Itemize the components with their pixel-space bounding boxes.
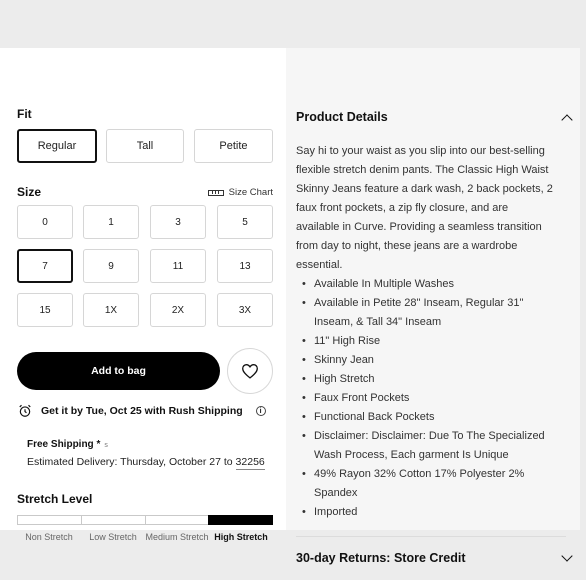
description-line: faux front pockets, a zip fly closure, and are <box>296 202 509 214</box>
size-option-0[interactable]: 0 <box>17 205 73 239</box>
description-line: essential. <box>296 259 343 271</box>
fit-option-tall[interactable]: Tall <box>106 129 184 163</box>
size-option-7[interactable]: 7 <box>17 249 73 283</box>
list-item-text: • Skinny Jean <box>314 354 374 366</box>
list-item-text: • Available In Multiple Washes <box>314 278 455 290</box>
fit-label: Fit <box>17 107 32 121</box>
size-option-1[interactable]: 1 <box>83 205 139 239</box>
size-option-15[interactable]: 15 <box>17 293 73 327</box>
description-line: Skinny Jeans feature a dark wash, 2 back pockets, 2 <box>296 183 553 195</box>
product-details-content <box>296 142 586 522</box>
size-chart-link[interactable] <box>208 187 273 198</box>
list-item <box>296 351 586 370</box>
zip-code-link[interactable]: 32256 <box>235 456 265 468</box>
size-option-3x[interactable]: 3X <box>217 293 273 327</box>
list-item-text: Spandex <box>314 487 358 499</box>
list-item-text: • High Stretch <box>314 373 375 385</box>
product-description <box>296 142 586 275</box>
list-item-text: Inseam, & Tall 34" Inseam <box>314 316 442 328</box>
rush-shipping-row <box>18 404 266 418</box>
stretch-level-non: Non Stretch <box>25 532 73 542</box>
heart-icon <box>241 363 259 379</box>
stretch-segment-medium <box>145 515 209 525</box>
stretch-level-meter <box>17 515 273 525</box>
list-item-text: • Imported <box>314 506 358 518</box>
list-item-text: • Available in Petite 28" Inseam, Regular 31" <box>314 297 524 309</box>
size-option-3[interactable]: 3 <box>150 205 206 239</box>
size-option-13[interactable]: 13 <box>217 249 273 283</box>
purchase-panel <box>0 48 282 542</box>
stretch-segment-high <box>208 515 273 525</box>
details-panel <box>286 48 580 565</box>
list-item <box>296 427 586 465</box>
wishlist-button[interactable] <box>227 348 273 394</box>
size-option-5[interactable]: 5 <box>217 205 273 239</box>
size-option-11[interactable]: 11 <box>150 249 206 283</box>
fit-option-petite[interactable]: Petite <box>194 129 273 163</box>
estimated-delivery <box>27 456 265 468</box>
stretch-level-low: Low Stretch <box>89 532 137 542</box>
description-line: available in Curve. Providing a seamless transition <box>296 221 542 233</box>
list-item <box>296 370 586 389</box>
list-item <box>296 408 586 427</box>
list-item <box>296 389 586 408</box>
list-item <box>296 503 586 522</box>
list-item-text: • 49% Rayon 32% Cotton 17% Polyester 2% <box>314 468 525 480</box>
estimated-delivery-text: Estimated Delivery: Thursday, October 27 to <box>27 456 233 468</box>
stretch-level-medium: Medium Stretch <box>145 532 209 542</box>
chevron-up-icon[interactable] <box>561 114 572 125</box>
size-option-2x[interactable]: 2X <box>150 293 206 327</box>
size-option-9[interactable]: 9 <box>83 249 139 283</box>
product-page <box>0 48 580 565</box>
size-chart-label: Size Chart <box>228 187 273 198</box>
alarm-clock-icon <box>18 404 32 418</box>
chevron-down-icon[interactable] <box>561 550 572 561</box>
list-item <box>296 332 586 351</box>
free-shipping-label <box>27 439 108 450</box>
free-shipping-text: Free Shipping * <box>27 439 101 450</box>
info-icon[interactable]: i <box>256 406 266 416</box>
size-label: Size <box>17 185 42 199</box>
stretch-segment-non <box>17 515 81 525</box>
list-item <box>296 294 586 332</box>
list-item <box>296 465 586 503</box>
list-item-text: • 11" High Rise <box>314 335 381 347</box>
description-line: flexible stretch denim pants. The Classic High Waist <box>296 164 549 176</box>
size-option-1x[interactable]: 1X <box>83 293 139 327</box>
stretch-level-high: High Stretch <box>214 532 268 542</box>
stretch-level-label: Stretch Level <box>17 492 93 506</box>
returns-header[interactable]: 30-day Returns: Store Credit <box>296 551 466 565</box>
list-item-text: • Functional Back Pockets <box>314 411 435 423</box>
ruler-icon <box>208 190 224 196</box>
list-item <box>296 275 586 294</box>
description-line: Say hi to your waist as you slip into our best-selling <box>296 145 545 157</box>
rush-shipping-text: Get it by Tue, Oct 25 with Rush Shipping <box>41 405 243 417</box>
product-feature-list <box>296 275 586 522</box>
list-item-text: Wash Process, Each garment Is Unique <box>314 449 509 461</box>
description-line: from day to night, these jeans are a wardrobe <box>296 240 518 252</box>
add-to-bag-button[interactable]: Add to bag <box>17 352 220 390</box>
list-item-text: • Disclaimer: Disclaimer: Due To The Specialized <box>314 430 545 442</box>
product-details-header[interactable]: Product Details <box>296 110 388 124</box>
list-item-text: • Faux Front Pockets <box>314 392 410 404</box>
free-shipping-mark: s <box>104 442 108 449</box>
divider <box>296 536 566 537</box>
fit-option-regular[interactable]: Regular <box>17 129 97 163</box>
stretch-segment-low <box>81 515 145 525</box>
